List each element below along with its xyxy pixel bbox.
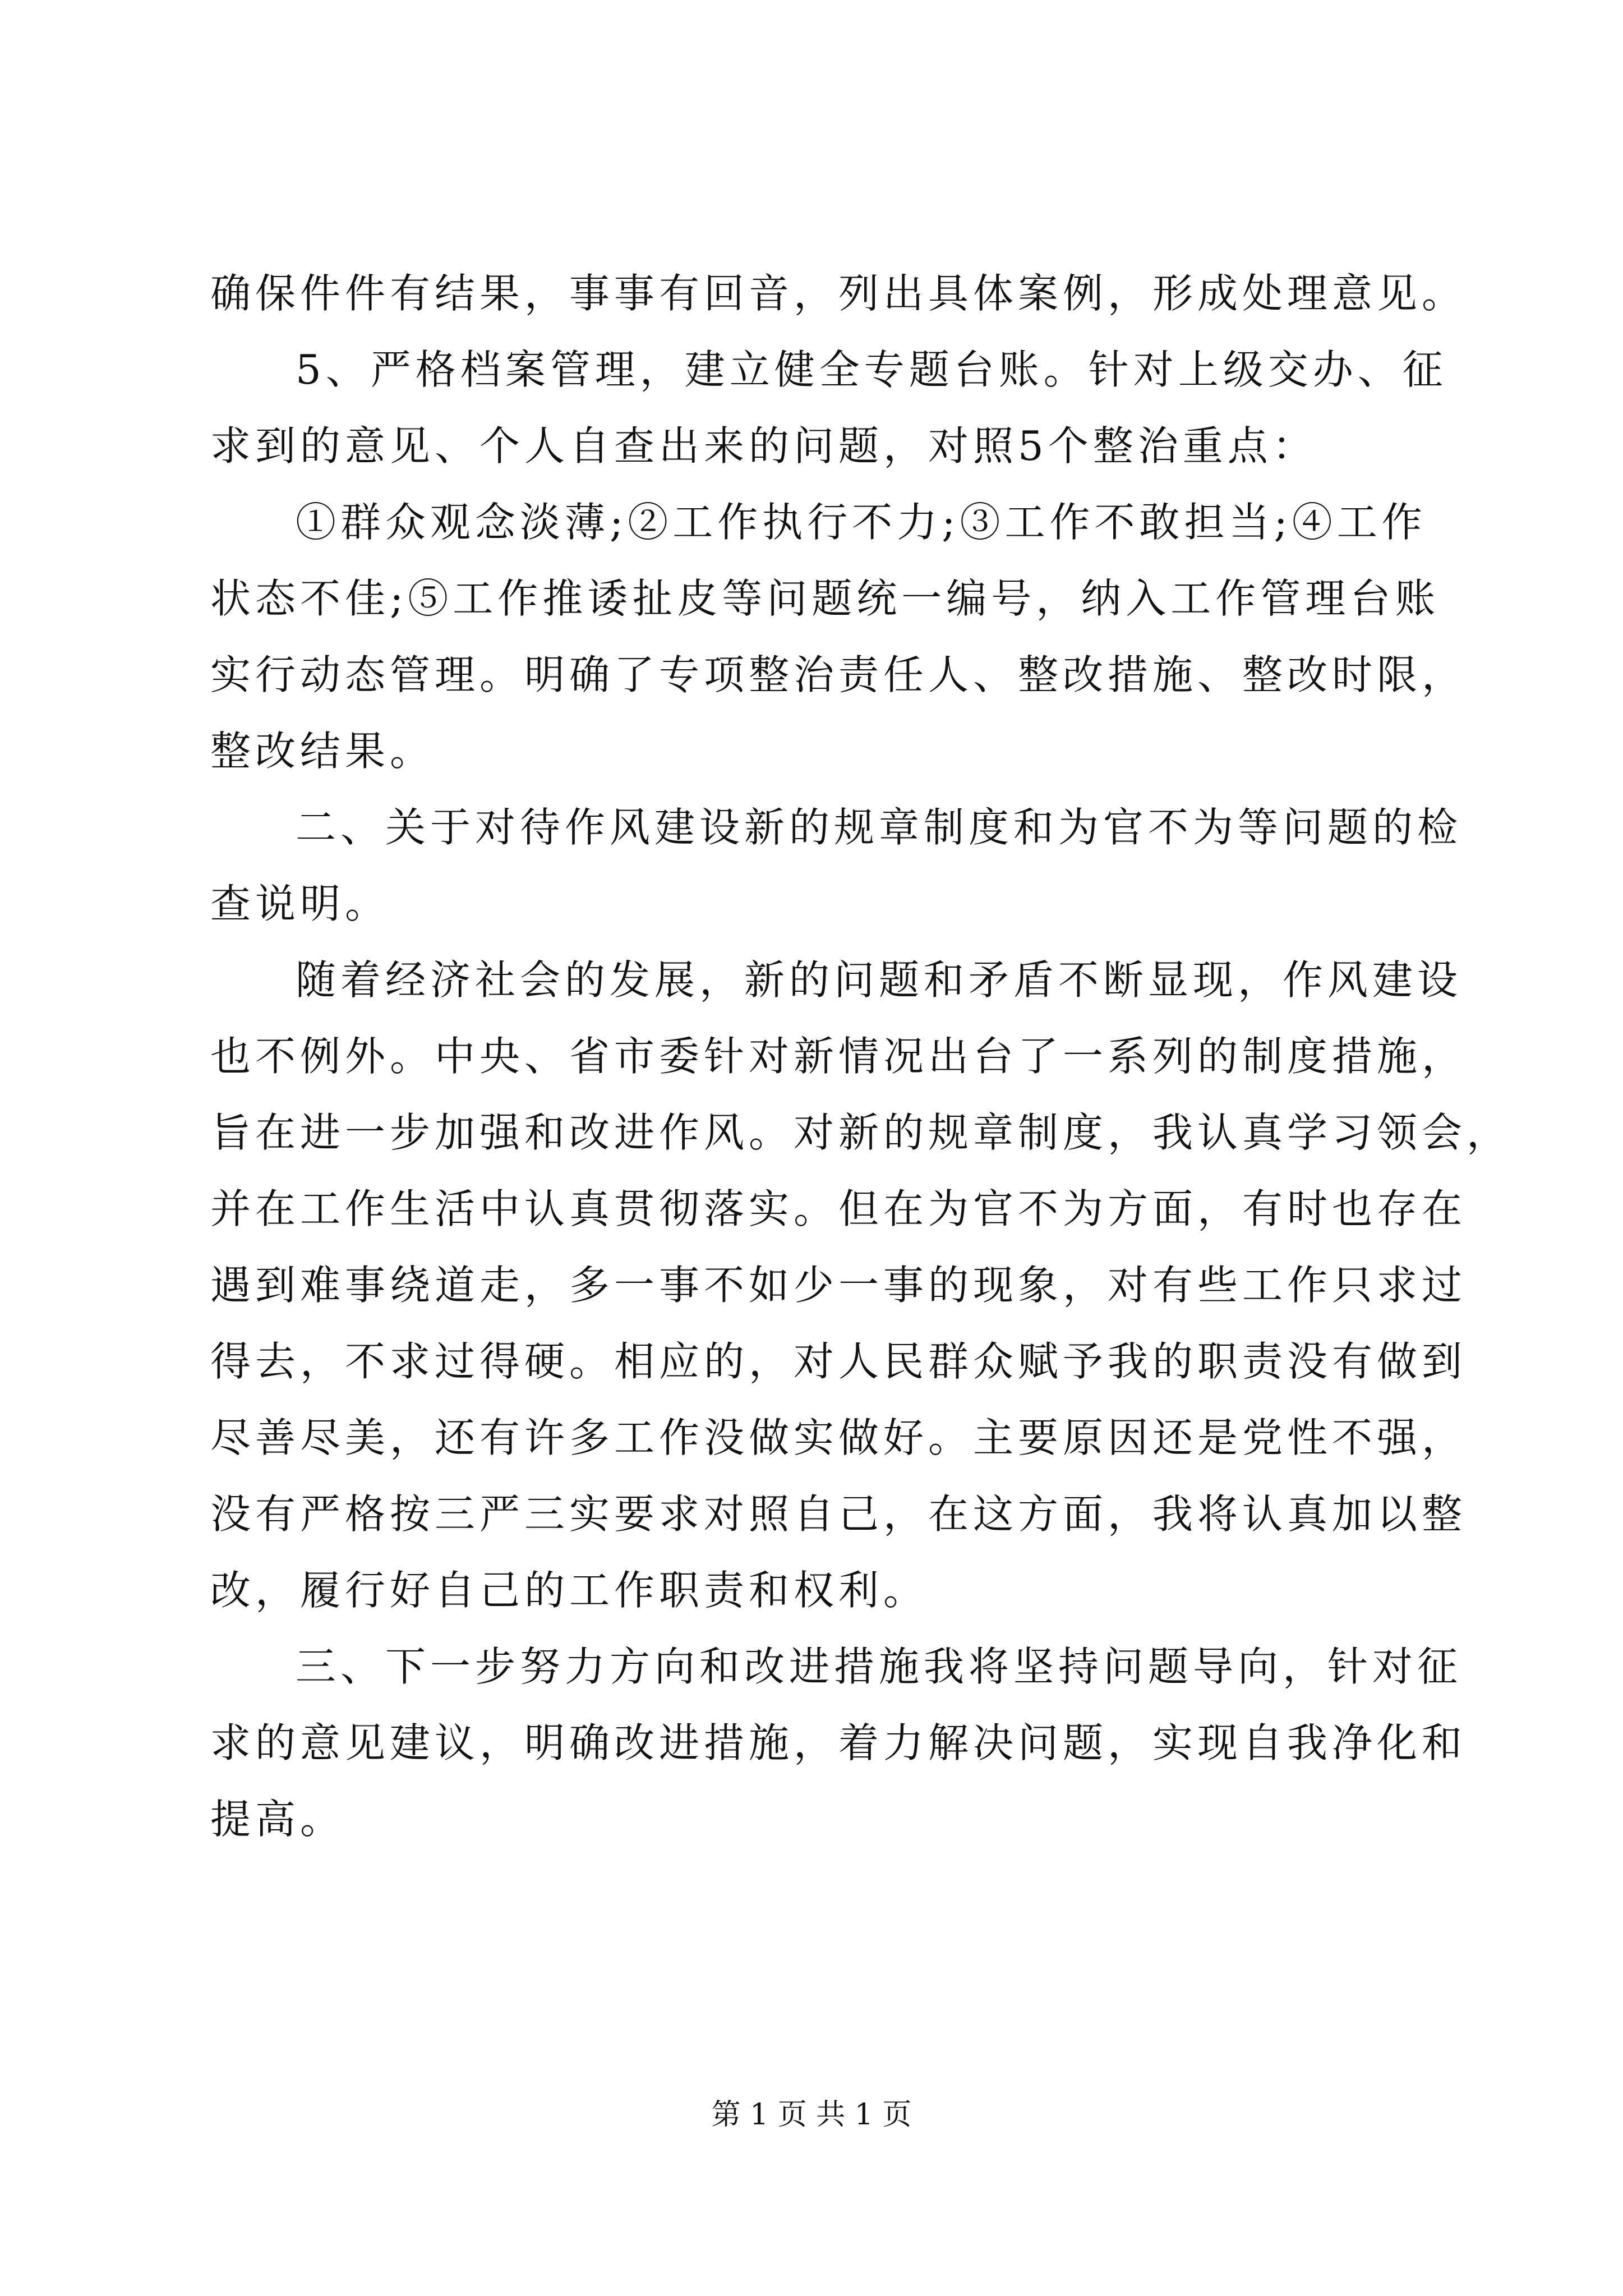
text-line: 尽善尽美，还有许多工作没做实做好。主要原因还是党性不强， bbox=[210, 1414, 1467, 1461]
text-line: 改，履行好自己的工作职责和权利。 bbox=[210, 1567, 929, 1614]
text-line: 三、下一步努力方向和改进措施我将坚持问题导向，针对征 bbox=[296, 1643, 1463, 1690]
text-line: 旨在进一步加强和改进作风。对新的规章制度，我认真学习领会， bbox=[210, 1109, 1512, 1156]
text-line: 求的意见建议，明确改进措施，着力解决问题，实现自我净化和 bbox=[210, 1719, 1467, 1766]
text-line: 5、严格档案管理，建立健全专题台账。针对上级交办、征 bbox=[296, 346, 1447, 393]
text-line: 得去，不求过得硬。相应的，对人民群众赋予我的职责没有做到 bbox=[210, 1338, 1467, 1385]
text-line: 二、关于对待作风建设新的规章制度和为官不为等问题的检 bbox=[296, 804, 1463, 851]
page-footer: 第 1 页 共 1 页 bbox=[711, 2098, 912, 2132]
text-line: 也不例外。中央、省市委针对新情况出台了一系列的制度措施， bbox=[210, 1033, 1467, 1080]
text-line: 查说明。 bbox=[210, 880, 390, 927]
text-line: 没有严格按三严三实要求对照自己，在这方面，我将认真加以整 bbox=[210, 1490, 1467, 1538]
text-line: 提高。 bbox=[210, 1796, 345, 1843]
text-line: 求到的意见、个人自查出来的问题，对照5个整治重点： bbox=[210, 422, 1317, 470]
text-line: 确保件件有结果，事事有回音，列出具体案例，形成处理意见。 bbox=[210, 270, 1467, 317]
text-line: ①群众观念淡薄;②工作执行不力;③工作不敢担当;④工作 bbox=[296, 499, 1427, 546]
text-line: 遇到难事绕道走，多一事不如少一事的现象，对有些工作只求过 bbox=[210, 1262, 1467, 1309]
text-line: 并在工作生活中认真贯彻落实。但在为官不为方面，有时也存在 bbox=[210, 1185, 1467, 1232]
text-line: 随着经济社会的发展，新的问题和矛盾不断显现，作风建设 bbox=[296, 956, 1463, 1004]
text-line: 整改结果。 bbox=[210, 728, 435, 775]
text-line: 状态不佳;⑤工作推诿扯皮等问题统一编号，纳入工作管理台账 bbox=[210, 575, 1440, 622]
text-line: 实行动态管理。明确了专项整治责任人、整改措施、整改时限， bbox=[210, 651, 1467, 698]
document-body bbox=[210, 255, 1512, 1857]
